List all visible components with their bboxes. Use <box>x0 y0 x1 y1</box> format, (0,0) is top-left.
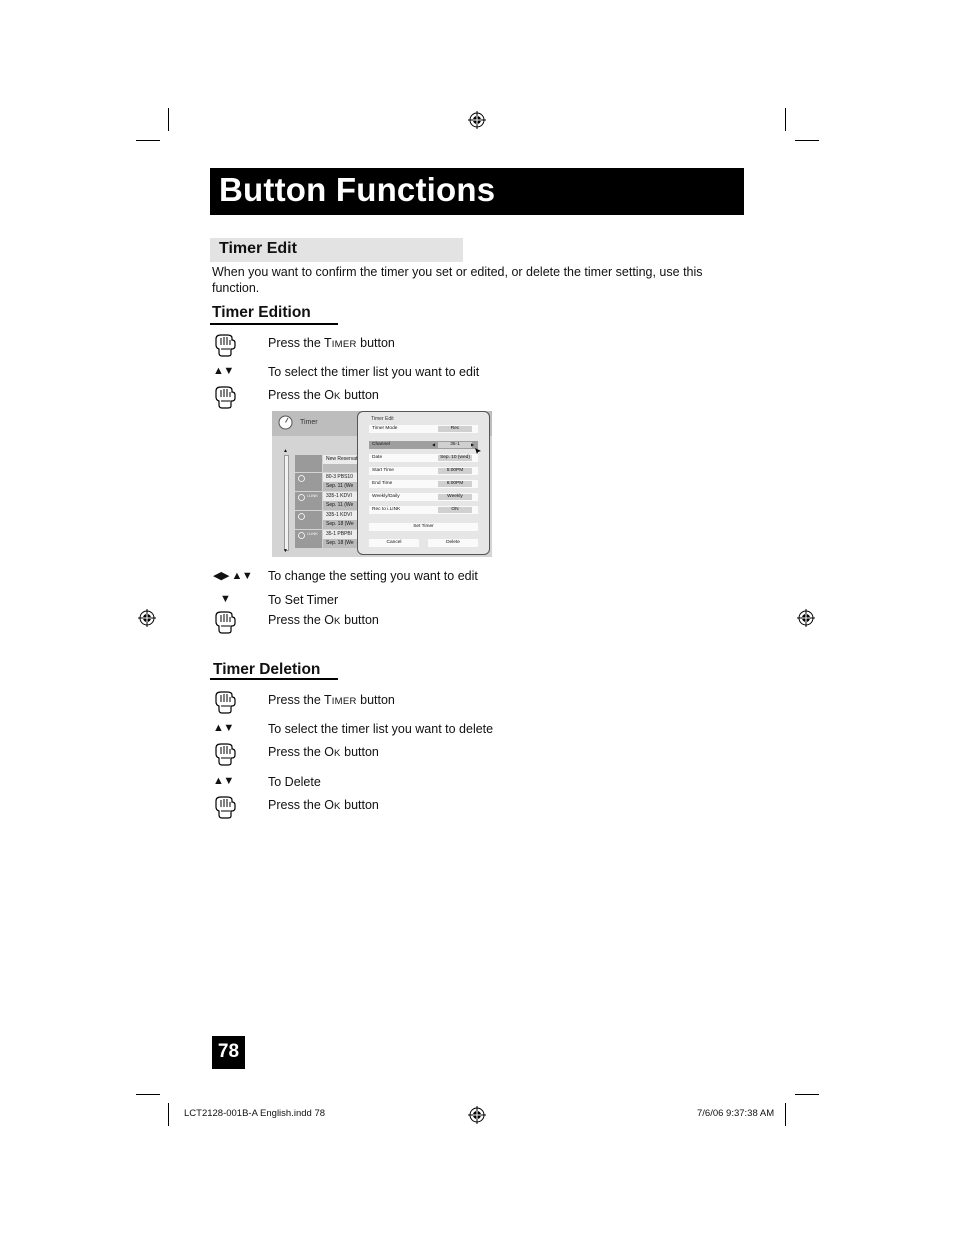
page-number: 78 <box>217 1041 240 1062</box>
crop-mark <box>795 140 819 141</box>
list-item-date: Sep. 11 (We <box>323 482 363 491</box>
step-text: Press the OK button <box>268 388 379 402</box>
list-tag <box>295 511 322 529</box>
up-down-arrows-icon: ▲▼ <box>213 365 234 377</box>
step-text: To change the setting you want to edit <box>268 569 478 583</box>
crop-mark <box>168 108 169 131</box>
intro-text: When you want to confirm the timer you set or edited, or delete the timer setting, use this function. <box>212 265 703 295</box>
ilink-tag: i.LINK <box>307 493 318 498</box>
screen-title: Timer <box>300 419 318 426</box>
list-tag <box>295 530 322 548</box>
hand-icon <box>213 385 237 409</box>
list-item[interactable]: 335-1 KDVI <box>323 492 363 501</box>
list-tag <box>295 473 322 491</box>
hand-icon <box>213 690 237 714</box>
clock-icon <box>298 532 305 539</box>
scroll-down-icon: ▼ <box>283 548 288 554</box>
registration-mark-icon <box>797 609 815 627</box>
list-tag <box>295 455 322 472</box>
down-arrow-icon: ▼ <box>220 593 231 605</box>
timer-screen <box>272 411 492 557</box>
left-arrow-icon[interactable]: ◀ <box>432 442 436 447</box>
crop-mark <box>785 108 786 131</box>
timer-mode-row[interactable]: Timer Mode Rec <box>369 425 478 433</box>
step-text: Press the OK button <box>268 613 379 627</box>
dialog-title: Timer Edit <box>371 416 394 422</box>
registration-mark-icon <box>138 609 156 627</box>
list-item[interactable]: 35-1 PBPBI <box>323 530 363 539</box>
hand-icon <box>213 795 237 819</box>
step-text: Press the OK button <box>268 745 379 759</box>
list-tag <box>295 492 322 510</box>
right-arrow-icon[interactable]: ▶ <box>471 442 475 447</box>
date-row[interactable]: Date Sep. 10 (wed) <box>369 454 478 462</box>
crop-mark <box>795 1094 819 1095</box>
heading-underline <box>210 323 338 325</box>
cancel-button[interactable]: Cancel <box>369 539 419 547</box>
timer-deletion-heading: Timer Deletion <box>213 661 321 678</box>
list-item-date: Sep. 18 (We <box>323 539 363 548</box>
crop-mark <box>136 140 160 141</box>
list-item[interactable]: New Reservat <box>323 455 363 464</box>
clock-icon <box>298 494 305 501</box>
list-item[interactable]: 80-3 PBS10 <box>323 473 363 482</box>
step-text: To Delete <box>268 775 321 789</box>
weekly-daily-row[interactable]: Weekly/Daily Weekly <box>369 493 478 501</box>
rec-to-ilink-row[interactable]: Rec to i.LINK ON <box>369 506 478 514</box>
clock-icon <box>298 475 305 482</box>
section-title: Timer Edit <box>219 240 297 257</box>
cursor-icon <box>474 447 482 455</box>
crop-mark <box>785 1103 786 1126</box>
set-timer-button[interactable]: Set Timer <box>369 523 478 531</box>
up-down-arrows-icon: ▲▼ <box>213 775 234 787</box>
clock-icon <box>298 513 305 520</box>
end-time-row[interactable]: End Time 6:00PM <box>369 480 478 488</box>
scrollbar[interactable] <box>284 455 289 551</box>
footer-date: 7/6/06 9:37:38 AM <box>697 1108 775 1119</box>
up-down-arrows-icon: ▲▼ <box>213 722 234 734</box>
channel-row[interactable]: Channel 35-1 ◀ ▶ <box>369 441 478 449</box>
crop-mark <box>168 1103 169 1126</box>
step-text: To select the timer list you want to delete <box>268 722 494 736</box>
hand-icon <box>213 742 237 766</box>
step-text: Press the TIMER button <box>268 336 395 350</box>
timer-edition-heading: Timer Edition <box>212 304 311 321</box>
scroll-up-icon: ▲ <box>283 448 288 454</box>
left-right-up-down-arrows-icon: ◀▶ ▲▼ <box>213 570 253 582</box>
start-time-row[interactable]: Start Time 5:00PM <box>369 467 478 475</box>
list-item-date: Sep. 11 (We <box>323 501 363 510</box>
ilink-tag: i.LINK <box>307 531 318 536</box>
clock-icon <box>278 415 293 430</box>
footer-file: LCT2128-001B-A English.indd 78 <box>184 1108 326 1119</box>
hand-icon <box>213 610 237 634</box>
delete-button[interactable]: Delete <box>428 539 478 547</box>
timer-edit-dialog <box>357 411 490 555</box>
hand-icon <box>213 333 237 357</box>
step-text: To select the timer list you want to edit <box>268 365 480 379</box>
list-item[interactable]: 335-1 KDVI <box>323 511 363 520</box>
registration-mark-icon <box>468 111 486 129</box>
step-text: Press the OK button <box>268 798 379 812</box>
heading-underline <box>210 678 338 680</box>
list-item-date: Sep. 18 (We <box>323 520 363 529</box>
page-number-box <box>212 1036 245 1069</box>
step-text: To Set Timer <box>268 593 339 607</box>
page-title: Button Functions <box>219 171 496 208</box>
step-text: Press the TIMER button <box>268 693 395 707</box>
title-bar <box>210 168 744 215</box>
registration-mark-icon <box>468 1106 486 1124</box>
section-header <box>210 238 463 262</box>
crop-mark <box>136 1094 160 1095</box>
